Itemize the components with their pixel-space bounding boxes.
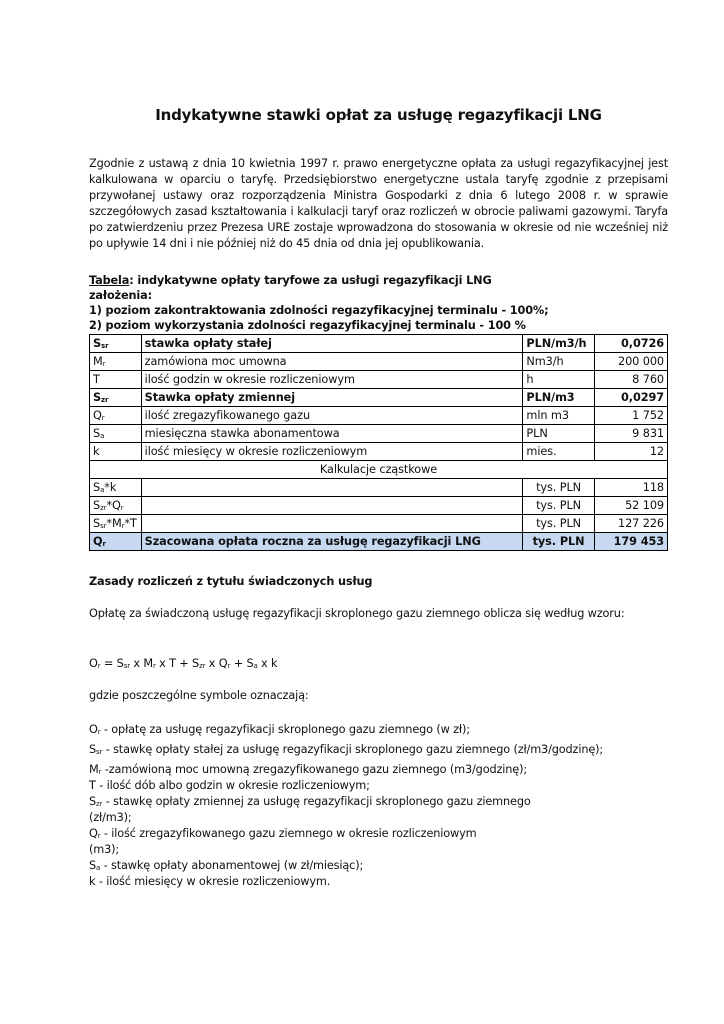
section-heading: Zasady rozliczeń z tytułu świadczonych usług [89, 575, 373, 588]
unit-cell: mln m3 [523, 407, 594, 425]
table-row [90, 335, 668, 353]
symbol-cell: T [90, 371, 142, 389]
definition-continuation: (m3); [89, 843, 120, 856]
formula: $O_r = S_{sr}$ x $M_r$ x $T + S_{zr}$ x $Q_r + S_a$ x k [89, 657, 278, 670]
unit-cell: mies. [523, 443, 594, 461]
unit-cell: tys. PLN [523, 479, 594, 497]
table-row [90, 497, 668, 515]
definition-continuation: (zł/m3); [89, 811, 132, 824]
description-cell: miesięczna stawka abonamentowa [141, 425, 523, 443]
assumptions-label: założenia: [89, 289, 152, 302]
table-row [90, 389, 668, 407]
definition-item: T - ilość dób albo godzin w okresie rozliczeniowym; [89, 779, 370, 792]
description-cell [141, 515, 523, 533]
unit-cell: h [523, 371, 594, 389]
assumption-1: 1) poziom zakontraktowania zdolności regazyfikacyjnej terminalu - 100%; [89, 304, 549, 317]
document-title: Indykatywne stawki opłat za usługę regazyfikacji LNG [155, 106, 602, 124]
table-label: Tabela [89, 274, 130, 287]
description-cell: zamówiona moc umowna [141, 353, 523, 371]
definition-item: $M_r$ -zamówioną moc umowną zregazyfikowanego gazu ziemnego (m3/godzinę); [89, 763, 527, 776]
table-row [90, 353, 668, 371]
description-cell: Stawka opłaty zmiennej [141, 389, 523, 407]
description-cell: ilość miesięcy w okresie rozliczeniowym [141, 443, 523, 461]
symbol-cell: k [90, 443, 142, 461]
value-cell: 200 000 [594, 353, 667, 371]
value-cell: 9 831 [594, 425, 667, 443]
symbol-cell: $S_a*k$ [90, 479, 142, 497]
value-cell: 8 760 [594, 371, 667, 389]
unit-cell: tys. PLN [523, 533, 594, 551]
symbol-cell: $S_{sr}$ [90, 335, 142, 353]
unit-cell: PLN [523, 425, 594, 443]
table-total-row [90, 533, 668, 551]
table-row [90, 425, 668, 443]
table-row [90, 443, 668, 461]
symbol-cell: $Q_r$ [90, 407, 142, 425]
unit-cell: Nm3/h [523, 353, 594, 371]
value-cell: 1 752 [594, 407, 667, 425]
definition-item: $S_{zr}$ - stawkę opłaty zmiennej za usługę regazyfikacji skroplonego gazu ziemnego [89, 795, 531, 808]
value-cell: 52 109 [594, 497, 667, 515]
table-caption: : indykatywne opłaty taryfowe za usługi regazyfikacji LNG [129, 274, 492, 287]
symbol-cell: $S_a$ [90, 425, 142, 443]
value-cell: 0,0297 [594, 389, 667, 407]
table-row [90, 371, 668, 389]
table-row [90, 407, 668, 425]
unit-cell: tys. PLN [523, 497, 594, 515]
definition-item: $S_a$ - stawkę opłaty abonamentowej (w zł/miesiąc); [89, 859, 364, 872]
value-cell: 118 [594, 479, 667, 497]
tariff-table [89, 334, 668, 551]
assumption-2: 2) poziom wykorzystania zdolności regazyfikacyjnej terminalu - 100 % [89, 319, 526, 332]
subheader-cell: Kalkulacje cząstkowe [90, 461, 668, 479]
table-row [90, 515, 668, 533]
description-cell: ilość godzin w okresie rozliczeniowym [141, 371, 523, 389]
intro-paragraph: Zgodnie z ustawą z dnia 10 kwietnia 1997 r. prawo energetyczne opłata za usługi regazyfikacyjnej jest kalkulowana w oparciu o taryfę. Przedsiębiorstwo energetyczne ustala taryfę zgodnie z przepisami przywołanej ustawy oraz rozporządzenia Ministra Gospodarki z dnia 6 lutego 2008 r. w sprawie szczegółowych zasad kształtowania i kalkulacji taryf oraz rozliczeń w obrocie paliwami gazowymi. Taryfa po zatwierdzeniu przez Prezesa URE zostaje wprowadzona do stosowania w okresie od nie wcześniej niż po upływie 14 dni i nie później niż do 45 dnia od dnia jej opublikowania. [89, 157, 668, 250]
value-cell: 179 453 [594, 533, 667, 551]
description-cell [141, 479, 523, 497]
value-cell: 12 [594, 443, 667, 461]
definition-item: $S_{sr}$ - stawkę opłaty stałej za usługę regazyfikacji skroplonego gazu ziemnego (zł/m3/godzinę); [89, 743, 604, 756]
symbol-cell: $S_{zr}$ [90, 389, 142, 407]
unit-cell: tys. PLN [523, 515, 594, 533]
table-heading [89, 273, 668, 333]
unit-cell: PLN/m3/h [523, 335, 594, 353]
value-cell: 127 226 [594, 515, 667, 533]
symbol-cell: $M_r$ [90, 353, 142, 371]
description-cell: stawka opłaty stałej [141, 335, 523, 353]
definition-item: k - ilość miesięcy w okresie rozliczeniowym. [89, 875, 331, 888]
symbol-cell: $S_{zr}*Q_r$ [90, 497, 142, 515]
table-row [90, 479, 668, 497]
description-cell: Szacowana opłata roczna za usługę regazyfikacji LNG [141, 533, 523, 551]
description-cell [141, 497, 523, 515]
definition-item: $Q_r$ - ilość zregazyfikowanego gazu ziemnego w okresie rozliczeniowym [89, 827, 477, 840]
description-cell: ilość zregazyfikowanego gazu [141, 407, 523, 425]
definitions-list [89, 722, 668, 890]
symbol-cell: $S_{sr}*M_r*T$ [90, 515, 142, 533]
symbol-cell: $Q_r$ [90, 533, 142, 551]
unit-cell: PLN/m3 [523, 389, 594, 407]
value-cell: 0,0726 [594, 335, 667, 353]
definition-item: $O_r$ - opłatę za usługę regazyfikacji skroplonego gazu ziemnego (w zł); [89, 723, 470, 736]
table-subheader-row [90, 461, 668, 479]
symbols-intro: gdzie poszczególne symbole oznaczają: [89, 689, 309, 702]
section-intro: Opłatę za świadczoną usługę regazyfikacji skroplonego gazu ziemnego oblicza się według wzoru: [89, 607, 625, 620]
